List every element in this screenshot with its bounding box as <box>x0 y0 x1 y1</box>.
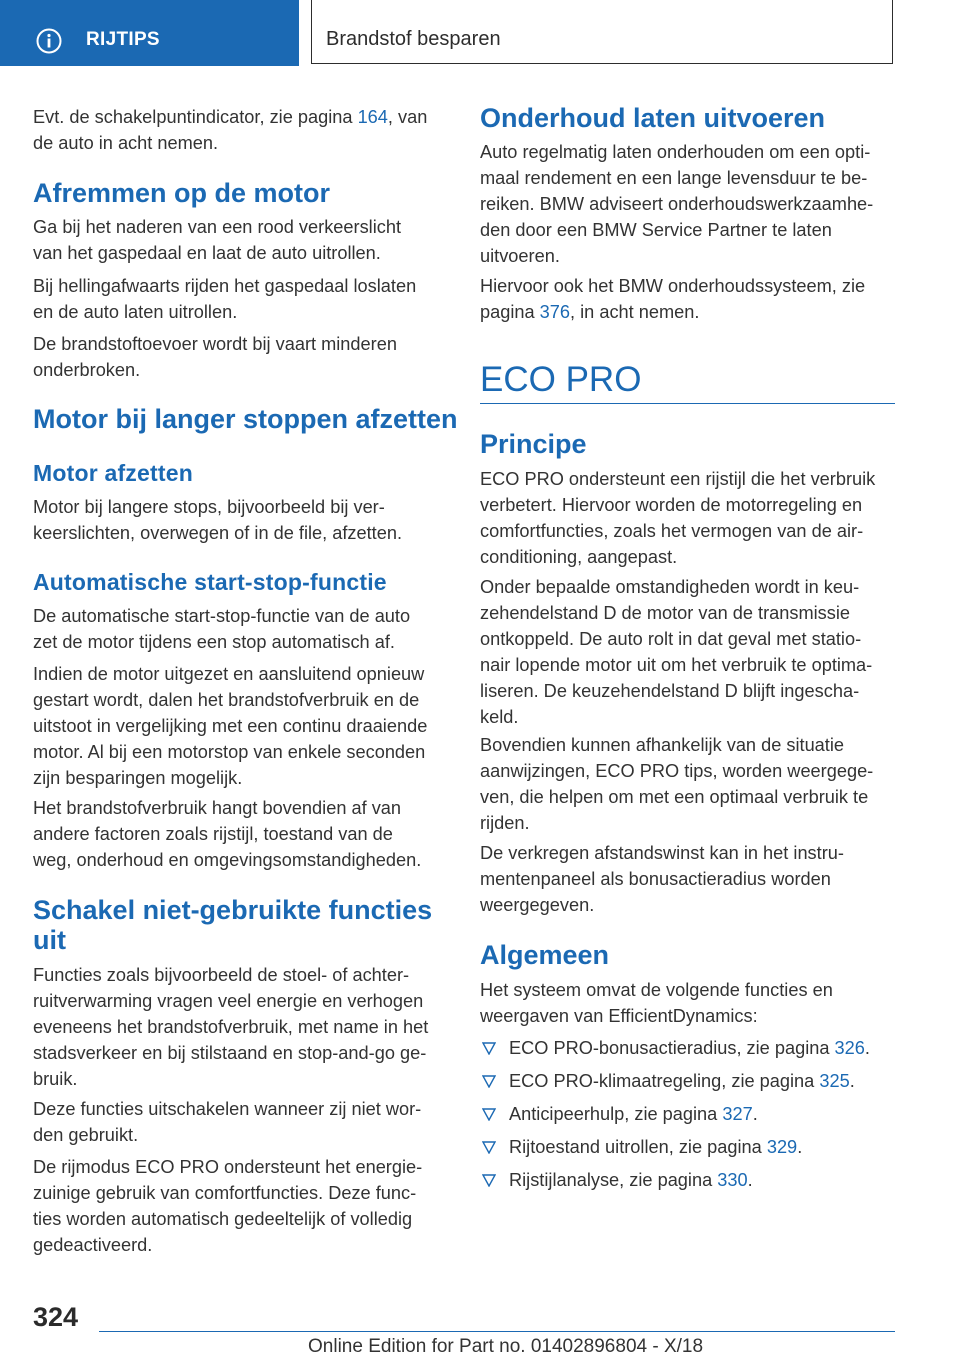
paragraph-schakel-3: De rijmodus ECO PRO ondersteunt het energie- zuinige gebruik van comfortfuncties. Deze func- ties worden automatisch gedeeltelijk of volledig gedeactiveerd. <box>33 1157 423 1255</box>
page-link-327[interactable]: 327 <box>722 1104 753 1124</box>
triangle-bullet-icon <box>482 1107 496 1121</box>
paragraph-motor-afzetten: Motor bij langere stops, bijvoorbeeld bij ver- keerslichten, overwegen of in de file, afzetten. <box>33 497 403 543</box>
page-header <box>0 0 960 66</box>
paragraph-algemeen: Het systeem omvat de volgende functies en weergaven van EfficientDynamics: <box>480 980 833 1026</box>
heading-motor-stoppen: Motor bij langer stoppen afzetten <box>33 404 458 434</box>
heading-onderhoud: Onderhoud laten uitvoeren <box>480 103 826 133</box>
triangle-bullet-icon <box>482 1140 496 1154</box>
chapter-label: RIJTIPS <box>86 29 160 50</box>
section-tab <box>311 0 893 64</box>
page-link-330[interactable]: 330 <box>717 1170 748 1190</box>
paragraph-principe-4: De verkregen afstandswinst kan in het instru- mentenpaneel als bonusactieradius worden weergegeven. <box>480 843 844 915</box>
paragraph-onderhoud-1: Auto regelmatig laten onderhouden om een opti- maal rendement en een lange levensduur te be- reiken. BMW adviseert onderhoudswerkzaamhe- den door een BMW Service Partner te laten uitvoeren. <box>480 142 874 266</box>
info-icon <box>36 28 62 54</box>
triangle-bullet-icon <box>482 1074 496 1088</box>
edition-text: Online Edition for Part no. 01402896804 - X/18 <box>308 1336 704 1357</box>
page-number: 324 <box>33 1302 79 1332</box>
page-link-164[interactable]: 164 <box>357 107 388 127</box>
paragraph-principe-1: ECO PRO ondersteunt een rijstijl die het verbruik verbetert. Hiervoor worden de motorregeling en comfortfuncties, zoals het vermogen van de air- conditioning, aangepast. <box>480 469 876 567</box>
chapter-tab <box>0 0 299 66</box>
paragraph-startstop-3: Het brandstofverbruik hangt bovendien af van andere factoren zoals rijstijl, toestand van de weg, onderhoud en omgevingsomstandigheden. <box>33 798 422 870</box>
footer-rule <box>99 1331 895 1332</box>
triangle-bullet-icon <box>482 1173 496 1187</box>
paragraph-afremmen-1: Ga bij het naderen van een rood verkeerslicht van het gaspedaal en laat de auto uitrollen. <box>33 217 402 263</box>
paragraph-principe-3: Bovendien kunnen afhankelijk van de situatie aanwijzingen, ECO PRO tips, worden weergege- ven, die helpen om met een optimaal verbruik te rijden. <box>480 735 874 833</box>
triangle-bullet-icon <box>482 1041 496 1055</box>
paragraph-schakel-1: Functies zoals bijvoorbeeld de stoel- of achter- ruitverwarming vragen veel energie en verhogen eveneens het brandstofverbruik, met name in het stadsverkeer en bij stilstaand en stop-and-go ge- bruik. <box>33 965 429 1089</box>
page-link-325[interactable]: 325 <box>819 1071 850 1091</box>
heading-eco-pro: ECO PRO <box>480 360 642 399</box>
heading-principe: Principe <box>480 429 587 459</box>
paragraph-intro: Evt. de schakelpuntindicator, zie pagina 164, van de auto in acht nemen. <box>33 107 428 153</box>
heading-schakel-line-2: uit <box>33 925 66 955</box>
paragraph-startstop-2: Indien de motor uitgezet en aansluitend opnieuw gestart wordt, dalen het brandstofverbruik en de uitstoot in vergelijking met een continu draaiende motor. Al bij een motorstop van enkele seconden zijn besparingen mogelijk. <box>33 664 428 788</box>
paragraph-schakel-2: Deze functies uitschakelen wanneer zij niet wor- den gebruikt. <box>33 1099 422 1145</box>
paragraph-principe-2: Onder bepaalde omstandigheden wordt in keu- zehendelstand D de motor van de transmissie ontkoppeld. De auto rolt in dat geval met statio- nair lopende motor uit om het verbruik te optima- liseren. De keuzehendelstand D blijft ingescha- keld. <box>480 577 873 727</box>
paragraph-onderhoud-2: Hiervoor ook het BMW onderhoudssysteem, zie pagina 376, in acht nemen. <box>480 276 866 322</box>
page-link-329[interactable]: 329 <box>766 1137 798 1157</box>
paragraph-afremmen-3: De brandstoftoevoer wordt bij vaart minderen onderbroken. <box>33 334 397 380</box>
heading-rule <box>480 403 895 404</box>
page-link-376[interactable]: 376 <box>539 302 571 322</box>
paragraph-startstop-1: De automatische start-stop-functie van de auto zet de motor tijdens een stop automatisch af. <box>33 606 411 652</box>
paragraph-afremmen-2: Bij hellingafwaarts rijden het gaspedaal loslaten en de auto laten uitrollen. <box>33 276 417 322</box>
page-link-326[interactable]: 326 <box>834 1038 865 1058</box>
heading-startstop: Automatische start-stop-functie <box>33 569 387 595</box>
heading-afremmen: Afremmen op de motor <box>33 178 331 208</box>
heading-algemeen: Algemeen <box>480 940 610 970</box>
heading-schakel-line-1: Schakel niet-gebruikte functies <box>33 895 433 925</box>
section-title: Brandstof besparen <box>326 28 501 50</box>
heading-motor-afzetten: Motor afzetten <box>33 460 193 486</box>
